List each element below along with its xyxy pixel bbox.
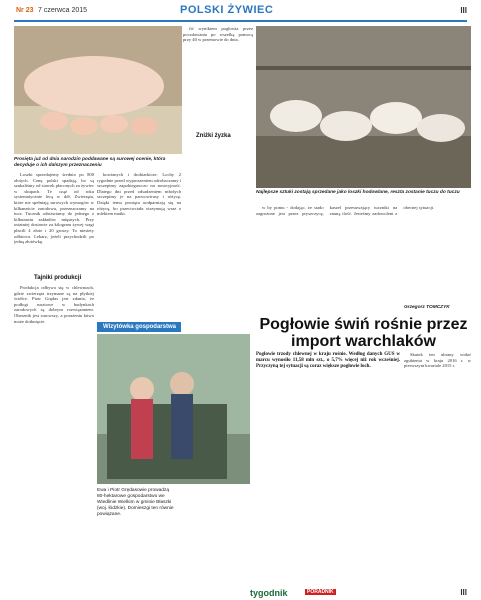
author-byline: Grzegorz TOMCZYK <box>404 305 450 310</box>
sow-caption: Prosięta już od dnia narodzin poddawane są surowej ocenie, która decyduje o ich dalszym przeznaczeniu <box>14 157 166 168</box>
brand-logo-2: PORADNIK <box>307 589 334 595</box>
right-paragraph: w by pomu - dodając, że stado zagrożone jest przez pryszczycę, kaszel przesuwający tuczniki na znaną ilość. Jesteśmy zadowoleni z obecnej sytuacji. <box>256 205 435 216</box>
bottom-right-text <box>404 352 471 572</box>
col1-text-top <box>14 172 94 272</box>
page-header <box>0 0 481 24</box>
family-photo <box>97 334 250 484</box>
col3-text-top <box>183 26 253 130</box>
col1-paragraph: Loszki sprzedajemy średnio po 800 złotych. Cenę polski spadają, bo są szukaliśmy od stawek płaconych za żywiec w skupach. Te cząż od roku systematycznie lecą w dół. Zwierzęta, które nie spełniają surowych wymogów w kilkanaście zarodowu, przeznaczamy na tucz. Tucznik odstawiamy do jednego z kilkunastu zakładów mięsnych. Przy ostatniej dostawie za kilogram żywej wagi płacili 4 złote i 20 groszy. To niestety odbiorca. Lekarz, jeżeli przychodzili po jedną złotówkę. <box>14 172 94 245</box>
bottom-paragraph-2: Skutek ten ubrany widać zgubienia w kraju 2016 r. w pierwszym kwartale 2015 r. <box>404 352 471 369</box>
header-rule <box>14 20 467 22</box>
family-caption: Ewa i Piotr Grędasowie prowadzą 80-hektarowe gospodarstwo we Wiedlinie Wielkim w gminie Błaszki (woj. łódzkie). Domieszgi ten równie powiązane. <box>97 488 174 517</box>
family-illustration <box>97 334 250 484</box>
page-number-bottom: III <box>460 588 467 597</box>
col3-paragraph: fić wynikiem pogłowia przez poczdawania po wszelką pomocą przy 40 w przemowie do dnia. <box>183 26 253 43</box>
brand-logo: tygodnik <box>250 588 288 598</box>
article-headline: Pogłowie świń rośnie przez import warchlaków <box>259 316 468 350</box>
section-title: POLSKI ŻYWIEC <box>180 4 274 16</box>
right-text <box>256 205 471 305</box>
page-number-top: III <box>460 6 467 15</box>
sow-illustration <box>14 26 182 154</box>
col1-paragraph-2: Produkcja odbywa się w chlewniach, gdzie zwierzęta trzymane są na płytkiej ściółce. Piotr Grędas jest zdania, że podłogi rusztowe w budynkach zarodowych są dobrym rozwiązaniem. Oberznik jest surowszy, a porażeniu łatwo może dotknięcie. <box>14 285 94 324</box>
section-badge: Wizytówka gospodarstwa <box>97 322 181 332</box>
col2-text <box>97 172 181 317</box>
sow-photo <box>14 26 182 154</box>
page-footer <box>0 586 481 600</box>
issue-date: 7 czerwca 2015 <box>38 7 88 14</box>
lead-paragraph: Pogłowie trzody chlewnej w kraju rośnie. Według danych GUS w marcu wynosiło 11,58 mln szt., o 5,7% więcej niż rok wcześniej. Przyczyną tej sytuacji są coraz większe pogłowie loch. <box>256 352 400 369</box>
issue-number: Nr 23 <box>16 7 34 14</box>
herd-caption: Najlepsze sztuki zostają sprzedane jako loszki hodowlane, reszta zostanie tuczu do tuczu <box>256 190 460 195</box>
herd-photo <box>256 26 471 188</box>
col1-text-bottom <box>14 285 94 585</box>
subheading-tajniki: Tajniki produkcji <box>34 275 82 281</box>
col2-paragraph: kowianych i drobiarkicze. Lochy 2 rygodnie przed wyproszeniem odrobaczamy i szczepimy zapobiegawczo na nosoryjność. Dlatego dni przed odsadzeniem młodych szczepimy je na parwowirusy i różycę. Dzięki temu prosięta uodparniają się na różycę, bo przeciwciała otrzymują wraz z mlekiem matki. <box>97 172 181 217</box>
subheading-zniki: Zniżki żyzka <box>196 133 231 139</box>
herd-illustration <box>256 26 471 188</box>
